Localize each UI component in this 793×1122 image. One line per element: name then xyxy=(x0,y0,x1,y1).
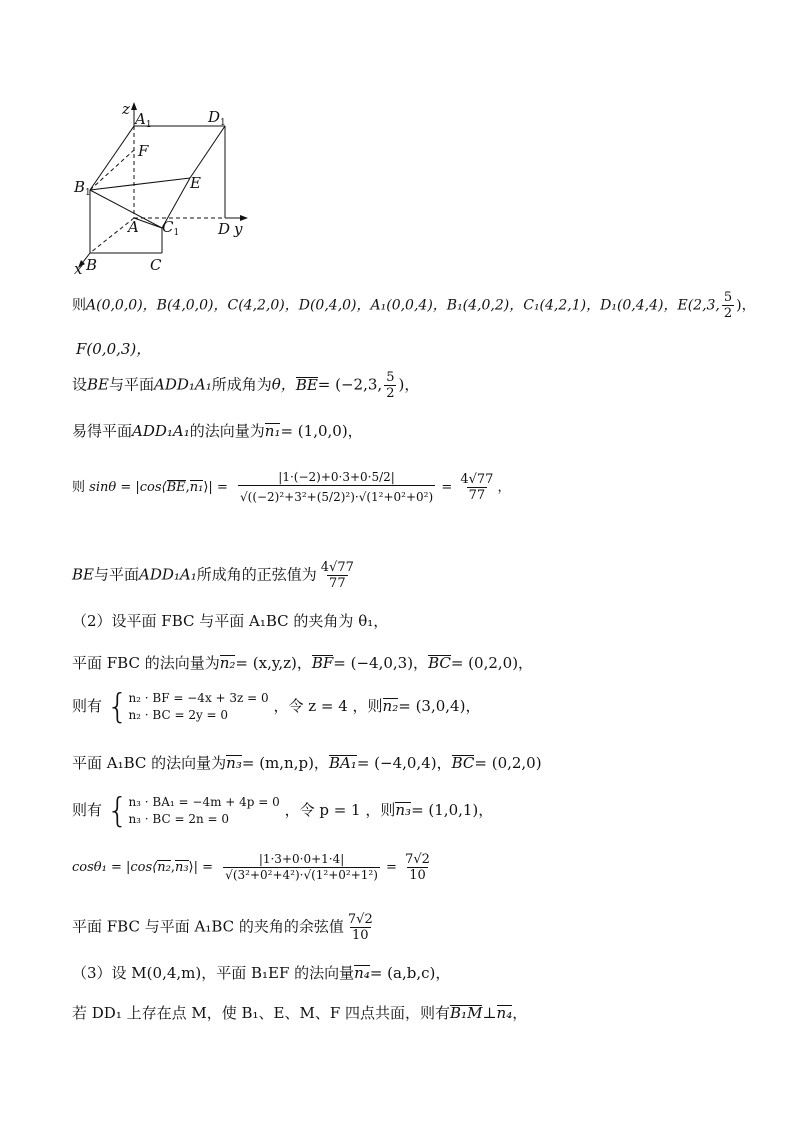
system-n3: { n₃ · BA₁ = −4m + 4p = 0 n₃ · BC = 2n = 0 xyxy=(106,791,280,831)
sin-result-line: BE与平面ADD₁A₁所成角的正弦值为 $\frac{4√77}{77}$ xyxy=(72,560,354,591)
vector-n1: n₁ xyxy=(264,422,281,440)
coords-prefix: 则 xyxy=(72,297,86,314)
coords-line xyxy=(72,290,756,321)
coords-text: A(0,0,0)，B(4,0,0)，C(4,2,0)，D(0,4,0)，A₁(0,0,4)，B₁(4,0,2)，C₁(4,2,1)，D₁(0,4,4)，E(2,3, xyxy=(86,297,720,314)
label-b1: $B_1$ xyxy=(74,178,91,198)
label-c1: $C_1$ xyxy=(162,218,180,238)
cos-result-line: 平面 FBC 与平面 A₁BC 的夹角的余弦值 $\frac{7√2}{10}$ xyxy=(72,912,373,943)
part-2-heading: （2）设平面 FBC 与平面 A₁BC 的夹角为 θ₁， xyxy=(72,612,389,630)
label-f: F xyxy=(138,142,149,160)
coords-end: )， xyxy=(736,297,756,314)
system-n2: { n₂ · BF = −4x + 3z = 0 n₂ · BC = 2y = 0 xyxy=(106,687,269,727)
cos-formula-line: cosθ₁ = |cos⟨n₂,n₃⟩| = $\frac{|1\cdot 3+0\cdot 0+1\cdot 4|}{\text{√(3²+0²+4²)·√(1²+0²+1²)}}$ = $\frac{7√2}{10}$ xyxy=(72,852,430,883)
part-3-heading: （3）设 M(0,4,m)，平面 B₁EF 的法向量n₄= (a,b,c)， xyxy=(72,964,451,982)
label-z: z xyxy=(122,100,130,118)
sin-result: $\frac{4√77}{77}$ xyxy=(460,472,494,503)
coord-f-line: F(0,0,3)， xyxy=(76,340,152,358)
label-x: x xyxy=(74,260,83,278)
angle-setup-line: 设BE与平面ADD₁A₁所成角为θ，BE= (−2,3, $\frac{5}{2}$ )， xyxy=(72,370,420,401)
normal-n1-line: 易得平面ADD₁A₁的法向量为n₁= (1,0,0)， xyxy=(72,422,363,440)
system-n3-line: 则有 { n₃ · BA₁ = −4m + 4p = 0 n₃ · BC = 2n = 0 ，令 p = 1 ，则n₃= (1,0,1)， xyxy=(72,791,494,831)
system-n2-line: 则有 { n₂ · BF = −4x + 3z = 0 n₂ · BC = 2y = 0 ，令 z = 4 ，则n₂= (3,0,4)， xyxy=(72,687,481,727)
label-d: D xyxy=(218,220,231,238)
normal-n3-line: 平面 A₁BC 的法向量为n₃= (m,n,p)，BA₁= (−4,0,4)，BC= (0,2,0) xyxy=(72,754,542,772)
label-e: E xyxy=(190,174,201,192)
coplanar-line: 若 DD₁ 上存在点 M，使 B₁、E、M、F 四点共面，则有B₁M⊥n₄， xyxy=(72,1004,528,1022)
geometry-diagram xyxy=(72,100,262,280)
label-c: C xyxy=(150,256,162,274)
normal-n2-line: 平面 FBC 的法向量为n₂= (x,y,z)，BF= (−4,0,3)，BC= (0,2,0)， xyxy=(72,654,534,672)
frac-five-halves: $\frac{5}{2}$ xyxy=(723,290,733,321)
cos-main-fraction: $\frac{|1\cdot 3+0\cdot 0+1\cdot 4|}{\text{√(3²+0²+4²)·√(1²+0²+1²)}}$ xyxy=(225,852,378,882)
vector-be: BE xyxy=(295,375,318,394)
sin-main-fraction: $\frac{|1\cdot(-2)+0\cdot 3+0\cdot 5/2|}{\text{√((−2)²+3²+(5/2)²)·√(1²+0²+0²)}}$ xyxy=(239,470,434,504)
label-d1: $D_1$ xyxy=(208,108,226,128)
label-y: y xyxy=(234,220,243,238)
sin-formula-line: 则 sinθ = |cos⟨BE,n₁⟩| = $\frac{|1\cdot(-2)+0\cdot 3+0\cdot 5/2|}{\text{√((−2)²+3²+(5/2)²)·√(1²+0²+0²)}}$ = $\frac{4√77}{77}$ ， xyxy=(72,470,511,504)
label-b: B xyxy=(86,256,98,274)
cos-result: $\frac{7√2}{10}$ xyxy=(405,852,430,883)
label-a: A xyxy=(128,218,139,236)
label-a1: $A_1$ xyxy=(135,110,152,130)
